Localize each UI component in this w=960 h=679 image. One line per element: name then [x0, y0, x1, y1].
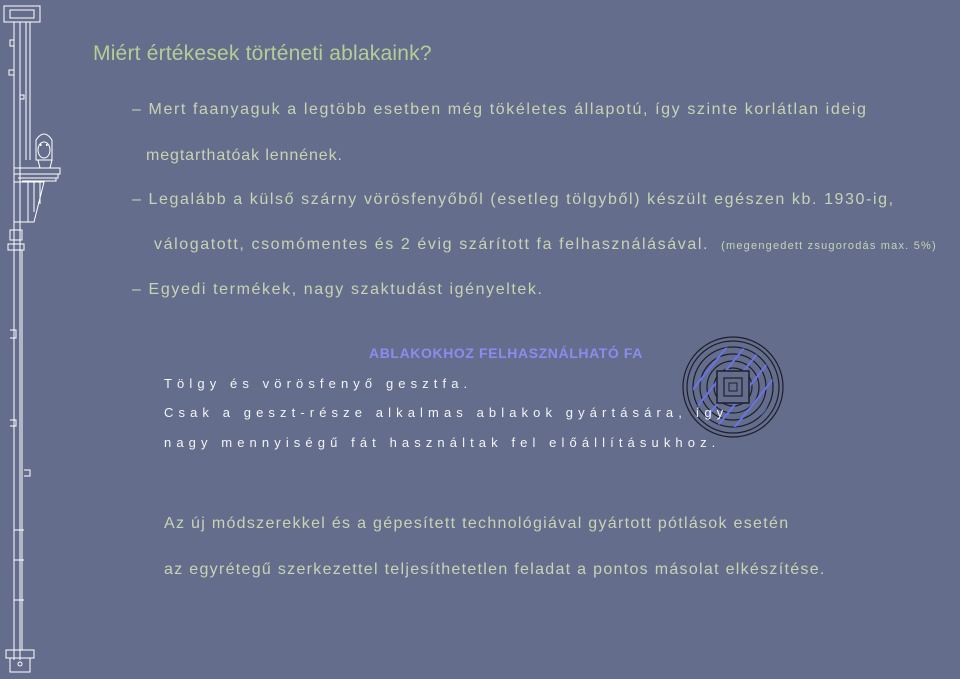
shrinkage-note: (megengedett zsugorodás max. 5%) [721, 240, 937, 252]
closing-line-1: Az új módszerekkel és a gépesített technológiával gyártott pótlások esetén [164, 515, 790, 532]
bullet-3: – Egyedi termékek, nagy szaktudást igényeltek. [132, 281, 544, 298]
bullet-2-continuation [154, 236, 937, 254]
closing-line-2: az egyrétegű szerkezettel teljesíthetetlen feladat a pontos másolat elkészítése. [164, 561, 826, 578]
wood-section-heading: ABLAKOKHOZ FELHASZNÁLHATÓ FA [369, 345, 643, 361]
bullet-2: – Legalább a külső szárny vörösfenyőből (esetleg tölgyből) készült egészen kb. 1930-ig, [132, 191, 895, 208]
wood-line-2: Csak a geszt-része alkalmas ablakok gyártására, így [164, 405, 729, 420]
wood-line-1: Tölgy és vörösfenyő gesztfa. [164, 376, 473, 391]
bullet-2-main-text: válogatott, csomómentes és 2 évig szárított fa felhasználásával. [154, 236, 710, 253]
wood-line-3: nagy mennyiségű fát használtak fel előállításukhoz. [164, 435, 721, 450]
bullet-1: – Mert faanyaguk a legtöbb esetben még tökéletes állapotú, így szinte korlátlan ideig [132, 101, 868, 118]
bullet-1-continuation: megtarthatóak lennének. [146, 147, 343, 164]
window-profile-drawing-icon [0, 0, 80, 679]
slide-title: Miért értékesek történeti ablakaink? [93, 42, 432, 65]
